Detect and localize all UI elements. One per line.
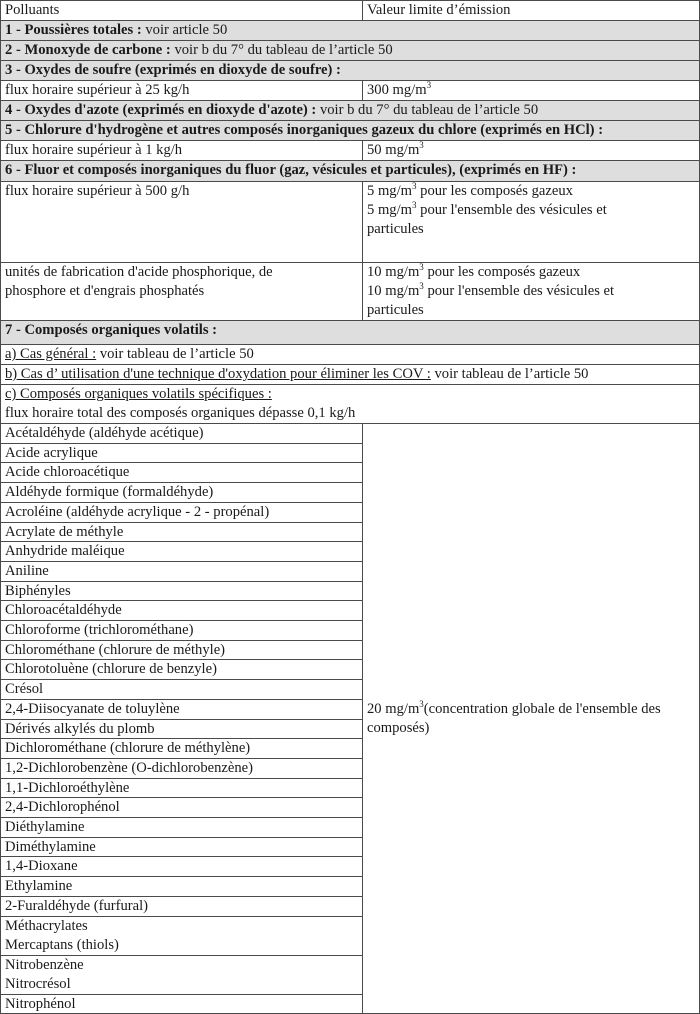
value-cell: 5 $mg/m^3$ pour les composés gazeux 5 $mg/m^3$ pour l'ensemble des vésicules et particules bbox=[363, 182, 700, 263]
value-cell: 10 $mg/m^3$ pour les composés gazeux 10 $mg/m^3$ pour l'ensemble des vésicules et particules bbox=[363, 263, 700, 321]
section-5-title: 5 - Chlorure d'hydrogène et autres composés inorganiques gazeux du chlore (exprimés en HCl) : bbox=[5, 122, 604, 138]
compound-name: Méthacrylates Mercaptans (thiols) bbox=[1, 916, 363, 955]
condition-cell: flux horaire supérieur à 500 g/h bbox=[1, 182, 363, 263]
compound-name: Diméthylamine bbox=[1, 837, 363, 857]
compound-row bbox=[1, 424, 700, 444]
compound-name: Chlorotoluène (chlorure de benzyle) bbox=[1, 660, 363, 680]
subsection-a-label: a) Cas général : bbox=[5, 346, 97, 362]
compound-name: 2,4-Dichlorophénol bbox=[1, 798, 363, 818]
subsection-row-b bbox=[1, 365, 700, 385]
compound-name: Ethylamine bbox=[1, 877, 363, 897]
subsection-b-text: voir tableau de l’article 50 bbox=[430, 366, 589, 382]
compound-name: 2,4-Diisocyanate de toluylène bbox=[1, 699, 363, 719]
subsection-row-a bbox=[1, 345, 700, 365]
section-row-6 bbox=[1, 161, 700, 182]
compound-name: Dichlorométhane (chlorure de méthylène) bbox=[1, 739, 363, 759]
compound-name: Biphényles bbox=[1, 581, 363, 601]
table-row bbox=[1, 81, 700, 101]
compound-name: Acétaldéhyde (aldéhyde acétique) bbox=[1, 424, 363, 444]
compound-name: Acide acrylique bbox=[1, 443, 363, 463]
section-2-title: 2 - Monoxyde de carbone : bbox=[5, 42, 171, 58]
compound-name: Diéthylamine bbox=[1, 818, 363, 838]
condition-cell: flux horaire supérieur à 25 kg/h bbox=[1, 81, 363, 101]
section-row-2 bbox=[1, 41, 700, 61]
header-limit-value: Valeur limite d’émission bbox=[363, 1, 700, 21]
compound-limit-value: 20 $mg/m^3(concentration$ globale de l'ensemble des composés) bbox=[363, 424, 700, 1014]
subsection-c-label: c) Composés organiques volatils spécifiques : bbox=[5, 386, 272, 402]
condition-cell: unités de fabrication d'acide phosphorique, de phosphore et d'engrais phosphatés bbox=[1, 263, 363, 321]
compound-name: Chloroforme (trichlorométhane) bbox=[1, 621, 363, 641]
subsection-c-text: flux horaire total des composés organiques dépasse 0,1 kg/h bbox=[5, 405, 356, 421]
compound-name: Chloroacétaldéhyde bbox=[1, 601, 363, 621]
table-row bbox=[1, 182, 700, 263]
section-6-title: 6 - Fluor et composés inorganiques du fluor (gaz, vésicules et particules), (exprimés en HF) : bbox=[5, 162, 577, 178]
compound-list bbox=[1, 424, 700, 1014]
section-7-title: 7 - Composés organiques volatils : bbox=[5, 322, 218, 338]
subsection-b-label: b) Cas d’ utilisation d'une technique d'oxydation pour éliminer les COV : bbox=[5, 366, 431, 382]
compound-name: Nitrophénol bbox=[1, 994, 363, 1014]
compound-name: Chlorométhane (chlorure de méthyle) bbox=[1, 640, 363, 660]
value-cell: 50 $mg/m^3$ bbox=[363, 141, 700, 161]
compound-name: Anhydride maléique bbox=[1, 542, 363, 562]
section-row-1 bbox=[1, 21, 700, 41]
compound-name: Crésol bbox=[1, 680, 363, 700]
compound-name: Acide chloroacétique bbox=[1, 463, 363, 483]
section-2-text: voir b du 7° du tableau de l’article 50 bbox=[170, 42, 393, 58]
subsection-row-c bbox=[1, 385, 700, 424]
condition-cell: flux horaire supérieur à 1 kg/h bbox=[1, 141, 363, 161]
compound-name: 2-Furaldéhyde (furfural) bbox=[1, 896, 363, 916]
compound-name: Dérivés alkylés du plomb bbox=[1, 719, 363, 739]
section-row-4 bbox=[1, 101, 700, 121]
header-pollutants: Polluants bbox=[1, 1, 363, 21]
compound-name: Acroléine (aldéhyde acrylique - 2 - propénal) bbox=[1, 502, 363, 522]
table-row bbox=[1, 141, 700, 161]
section-1-title: 1 - Poussières totales : bbox=[5, 22, 142, 38]
section-3-title: 3 - Oxydes de soufre (exprimés en dioxyde de soufre) : bbox=[5, 62, 341, 78]
section-row-5 bbox=[1, 121, 700, 141]
compound-name: Aldéhyde formique (formaldéhyde) bbox=[1, 483, 363, 503]
value-cell: 300 $mg/m^3$ bbox=[363, 81, 700, 101]
section-4-title: 4 - Oxydes d'azote (exprimés en dioxyde d'azote) : bbox=[5, 102, 317, 118]
table-header-row bbox=[1, 1, 700, 21]
compound-name: Acrylate de méthyle bbox=[1, 522, 363, 542]
compound-name: Aniline bbox=[1, 561, 363, 581]
compound-name: 1,1-Dichloroéthylène bbox=[1, 778, 363, 798]
compound-name: Nitrobenzène Nitrocrésol bbox=[1, 955, 363, 994]
table-row bbox=[1, 263, 700, 321]
subsection-a-text: voir tableau de l’article 50 bbox=[96, 346, 254, 362]
section-1-text: voir article 50 bbox=[141, 22, 228, 38]
section-row-7 bbox=[1, 321, 700, 345]
compound-name: 1,4-Dioxane bbox=[1, 857, 363, 877]
section-row-3 bbox=[1, 61, 700, 81]
section-4-text: voir b du 7° du tableau de l’article 50 bbox=[316, 102, 539, 118]
compound-name: 1,2-Dichlorobenzène (O-dichlorobenzène) bbox=[1, 758, 363, 778]
